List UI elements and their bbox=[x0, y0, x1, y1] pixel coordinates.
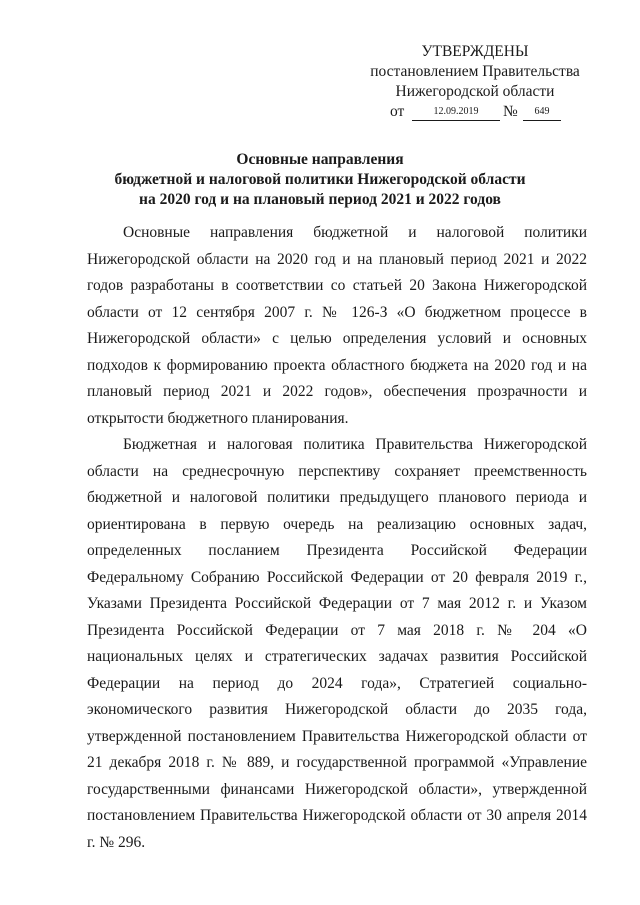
document-body bbox=[87, 220, 587, 856]
number-label: № bbox=[503, 103, 518, 120]
title-line-1: Основные направления bbox=[236, 151, 404, 168]
title-line-2: бюджетной и налоговой политики Нижегородской области bbox=[114, 171, 526, 188]
paragraph: Бюджетная и налоговая политика Правительства Нижегородской области на среднесрочную перспективу сохраняет преемственность бюджетной и налоговой политики предыдущего планового периода и ориентирована в первую очередь на реализацию основных задач, определенных посланием Президента Российской Федерации Федеральному Собранию Российской Федерации от 20 февраля 2019 г., Указами Президента Российской Федерации от 7 мая 2012 г. и Указом Президента Российской Федерации от 7 мая 2018 г. № 204 «О национальных целях и стратегических задачах развития Российской Федерации на период до 2024 года», Стратегией социально-экономического развития Нижегородской области до 2035 года, утвержденной постановлением Правительства Нижегородской области от 21 декабря 2018 г. № 889, и государственной программой «Управление государственными финансами Нижегородской области», утвержденной постановлением Правительства Нижегородской области от 30 апреля 2014 г. № 296. bbox=[87, 436, 587, 851]
from-label: от bbox=[390, 103, 405, 120]
approval-reference bbox=[360, 102, 590, 124]
approval-date: 12.09.2019 bbox=[412, 102, 500, 121]
approval-authority: постановлением Правительства bbox=[370, 63, 580, 80]
paragraph: Основные направления бюджетной и налоговой политики Нижегородской области на 2020 год и на плановый период 2021 и 2022 годов разработаны в соответствии со статьей 20 Закона Нижегородской области от 12 сентября 2007 г. № 126-З «О бюджетном процессе в Нижегородской области» с целью определения условий и основных подходов к формированию проекта областного бюджета на 2020 год и на плановый период 2021 и 2022 годов», обеспечения прозрачности и открытости бюджетного планирования. bbox=[87, 224, 587, 427]
approval-block bbox=[360, 42, 590, 124]
approval-heading: УТВЕРЖДЕНЫ bbox=[421, 43, 529, 60]
title-line-3: на 2020 год и на плановый период 2021 и 2022 годов bbox=[139, 191, 501, 208]
approval-number: 649 bbox=[523, 102, 561, 121]
approval-region: Нижегородской области bbox=[395, 83, 555, 100]
document-title bbox=[60, 150, 580, 210]
